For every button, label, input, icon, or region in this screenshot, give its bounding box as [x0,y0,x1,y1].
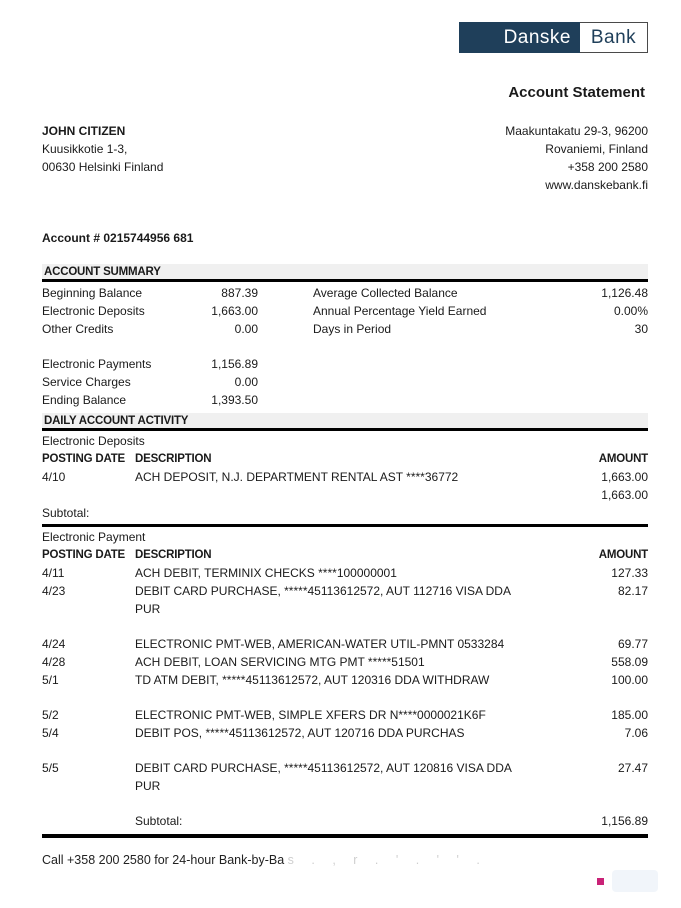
posting-date: 4/24 [42,637,66,651]
deposit-total-row [42,486,648,504]
summary-value: 1,156.89 [211,357,258,371]
posting-date: 5/4 [42,726,59,740]
statement-end-divider [42,834,648,838]
transaction-description: ELECTRONIC PMT-WEB, AMERICAN-WATER UTIL-PMNT 0533284 [135,637,505,651]
summary-row [42,320,258,338]
transaction-description: DEBIT POS, *****45113612572, AUT 120716 DDA PURCHAS [135,726,465,740]
transaction-description: ACH DEBIT, TERMINIX CHECKS ****100000001 [135,566,397,580]
summary-value: 0.00 [234,322,258,336]
posting-date: 5/2 [42,708,59,722]
payment-row [42,724,648,742]
transaction-amount: 127.33 [611,566,648,580]
summary-left-column [42,284,258,409]
customer-address-line2: 00630 Helsinki Finland [42,160,164,174]
payment-row [42,759,648,795]
payments-subtotal-amount: 1,156.89 [601,814,648,828]
summary-row [42,302,258,320]
footer-note [42,853,648,867]
transaction-amount: 1,663.00 [601,488,648,502]
transaction-description: DEBIT CARD PURCHASE, *****45113612572, AUT 120816 VISA DDA PUR [135,761,512,793]
posting-date: 4/28 [42,655,66,669]
summary-label: Ending Balance [42,393,127,407]
summary-right-column [313,284,648,409]
danske-bank-logo [459,22,648,53]
summary-label: Other Credits [42,322,114,336]
payment-row [42,635,648,653]
bank-contact [505,122,648,194]
summary-value: 1,393.50 [211,393,258,407]
transaction-amount: 27.47 [617,761,648,775]
summary-label: Electronic Deposits [42,304,145,318]
customer-name: JOHN CITIZEN [42,124,126,138]
posting-date-header: POSTING DATE [42,549,126,561]
description-header: DESCRIPTION [135,549,212,561]
payments-table-header [42,546,648,564]
summary-value: 0.00 [234,375,258,389]
transaction-description [135,486,538,504]
customer-address [42,122,163,194]
posting-date: 5/5 [42,761,59,775]
summary-row [313,320,648,338]
transaction-description: ACH DEBIT, LOAN SERVICING MTG PMT *****51501 [135,655,425,669]
amount-header: AMOUNT [598,549,648,561]
transaction-description: TD ATM DEBIT, *****45113612572, AUT 120316 DDA WITHDRAW [135,673,490,687]
summary-label: Annual Percentage Yield Earned [313,304,487,318]
description-header: DESCRIPTION [135,453,212,465]
payments-subtotal-label: Subtotal: [135,814,183,828]
account-number: Account # 0215744956 681 [42,231,194,245]
summary-spacer [42,338,258,355]
summary-value: 30 [634,322,648,336]
summary-value: 1,126.48 [601,286,648,300]
transaction-description: ELECTRONIC PMT-WEB, SIMPLE XFERS DR N****0000021K6F [135,708,486,722]
summary-label: Electronic Payments [42,357,152,371]
logo-bank-wordmark: Bank [580,22,648,53]
payments-section-label: Electronic Payment [42,530,146,544]
posting-date: 5/1 [42,673,59,687]
bank-website: www.danskebank.fi [545,178,648,192]
transaction-amount: 100.00 [611,673,648,687]
summary-row [313,284,648,302]
address-block [42,122,648,194]
transaction-amount: 185.00 [611,708,648,722]
account-summary-heading: ACCOUNT SUMMARY [42,264,648,282]
account-summary-body [42,282,648,409]
summary-value: 1,663.00 [211,304,258,318]
posting-date-header: POSTING DATE [42,453,126,465]
payment-row [42,653,648,671]
bank-address-line2: Rovaniemi, Finland [545,142,648,156]
deposit-row [42,468,648,486]
summary-row [313,302,648,320]
posting-date: 4/11 [42,566,65,580]
footer-text: Call +358 200 2580 for 24-hour Bank-by-Ba [42,853,285,867]
customer-address-line1: Kuusikkotie 1-3, [42,142,128,156]
logo-danske-wordmark: Danske [459,22,580,53]
transaction-amount: 82.17 [617,584,648,598]
transaction-description: ACH DEPOSIT, N.J. DEPARTMENT RENTAL AST ****36772 [135,470,459,484]
payment-row [42,564,648,582]
summary-row [42,391,258,409]
summary-label: Beginning Balance [42,286,143,300]
transaction-amount: 7.06 [624,726,648,740]
deposits-table-header [42,450,648,468]
bank-phone: +358 200 2580 [567,160,648,174]
summary-row [42,373,258,391]
deposits-subtotal-label: Subtotal: [42,506,90,520]
payment-row [42,582,648,618]
logo-row [42,22,648,53]
summary-row [42,284,258,302]
summary-label: Days in Period [313,322,392,336]
posting-date [42,812,135,830]
transaction-amount: 69.77 [617,637,648,651]
page-title: Account Statement [508,84,645,101]
transaction-description: DEBIT CARD PURCHASE, *****45113612572, AUT 112716 VISA DDA PUR [135,584,511,616]
amount-header: AMOUNT [598,453,648,465]
payment-row [42,671,648,689]
summary-label: Average Collected Balance [313,286,458,300]
summary-value: 0.00% [613,304,648,318]
summary-value: 887.39 [221,286,258,300]
daily-activity-heading: DAILY ACCOUNT ACTIVITY [42,413,648,431]
statement-content [42,0,648,838]
posting-date: 4/23 [42,584,66,598]
pink-marker [597,878,604,885]
payments-subtotal-row [42,812,648,830]
posting-date [42,486,135,504]
posting-date: 4/10 [42,470,66,484]
footer-smudge [612,870,658,892]
bank-address-line1: Maakuntakatu 29-3, 96200 [505,124,648,138]
transaction-amount: 1,663.00 [601,470,648,484]
summary-row [42,355,258,373]
transaction-amount: 558.09 [611,655,648,669]
payment-row [42,706,648,724]
deposits-section-label: Electronic Deposits [42,434,145,448]
summary-label: Service Charges [42,375,131,389]
footer-faded-text: s . , r . ' . ' ' . [287,853,487,867]
